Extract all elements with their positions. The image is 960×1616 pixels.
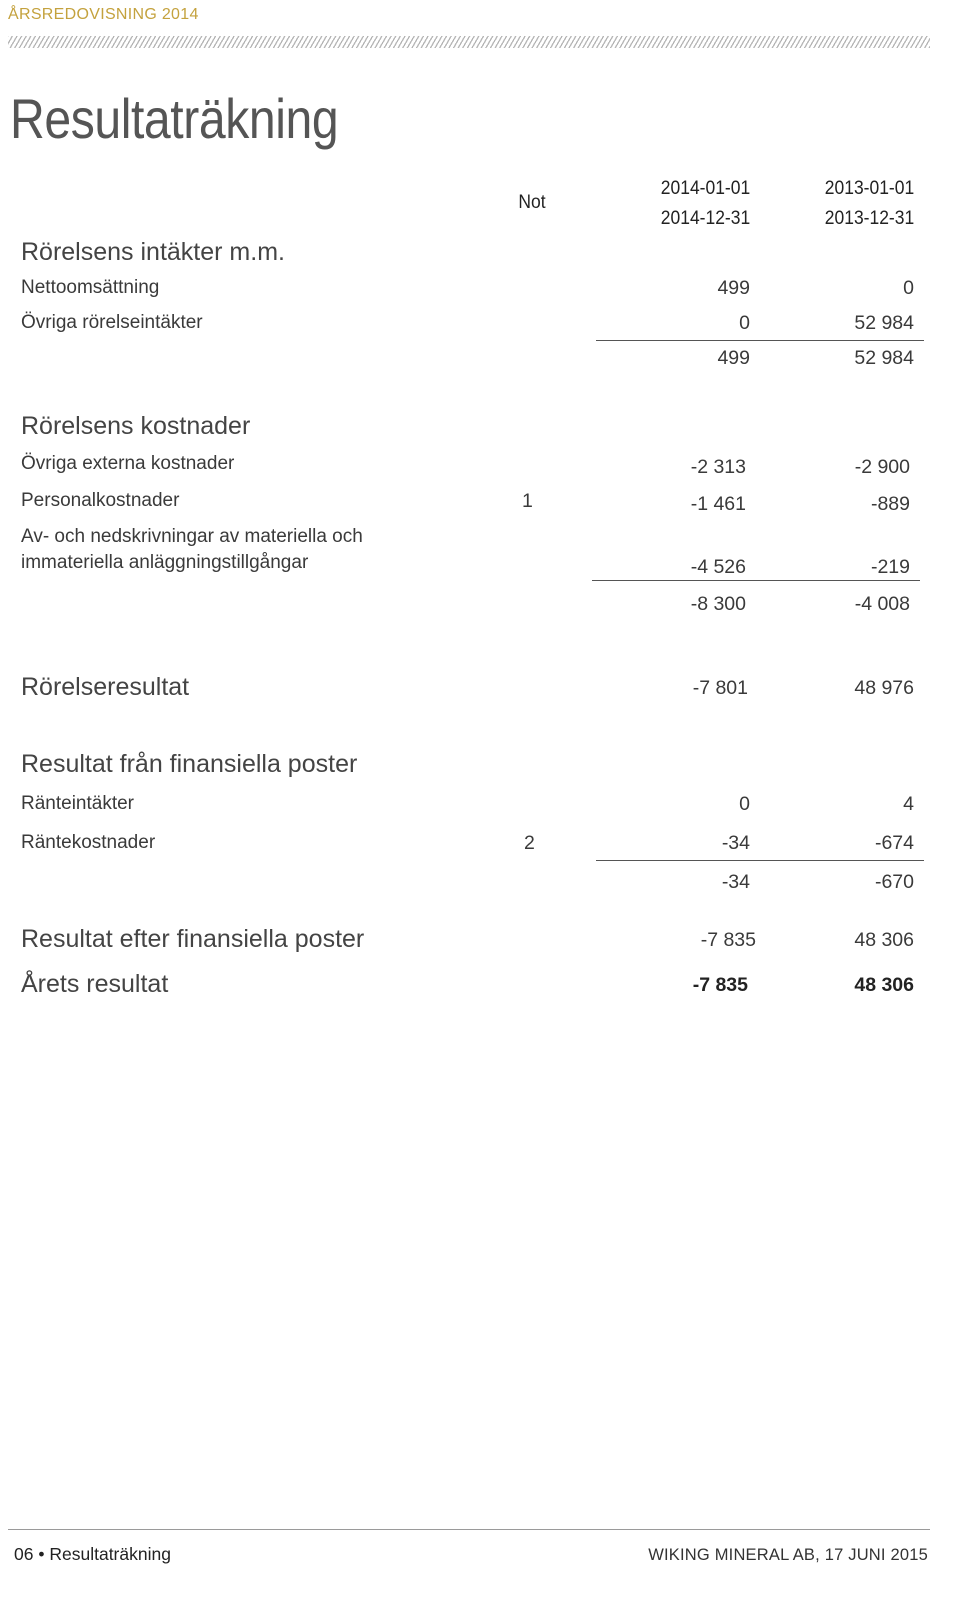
subtotal-rule: [596, 340, 924, 341]
income-total-current: 499: [717, 347, 750, 369]
section-heading-income: Rörelsens intäkter m.m.: [21, 238, 285, 266]
hatched-divider: [8, 36, 930, 48]
footer-page-info: [14, 1544, 171, 1565]
page-number: 06: [14, 1544, 34, 1564]
personnel-costs-current: -1 461: [690, 493, 746, 515]
costs-total-prior: -4 008: [854, 593, 910, 615]
subtotal-rule: [592, 580, 920, 581]
personnel-costs-prior: -889: [870, 493, 910, 515]
income-total-prior: 52 984: [854, 347, 914, 369]
footer-rule: [8, 1529, 930, 1530]
operating-result-prior: 48 976: [854, 677, 914, 699]
depreciation-prior: -219: [870, 556, 910, 578]
after-financial-prior: 48 306: [854, 929, 914, 951]
current-period-to: 2014-12-31: [660, 208, 750, 229]
financial-total-current: -34: [721, 871, 750, 893]
row-label-interest-expense: Räntekostnader: [21, 832, 156, 853]
external-costs-current: -2 313: [690, 456, 746, 478]
year-result-label: Årets resultat: [21, 970, 169, 998]
note-column-header: Not: [518, 192, 546, 213]
net-sales-prior: 0: [903, 277, 914, 299]
section-heading-costs: Rörelsens kostnader: [21, 412, 251, 440]
costs-total-current: -8 300: [690, 593, 746, 615]
subtotal-rule: [596, 860, 924, 861]
prior-period-to: 2013-12-31: [824, 208, 914, 229]
after-financial-label: Resultat efter finansiella poster: [21, 925, 365, 953]
footer-company-date: WIKING MINERAL AB, 17 JUNI 2015: [648, 1546, 928, 1564]
note-reference: 2: [524, 832, 535, 854]
operating-result-current: -7 801: [692, 677, 748, 699]
year-result-current: -7 835: [692, 974, 748, 996]
prior-period-from: 2013-01-01: [824, 178, 914, 199]
depreciation-current: -4 526: [690, 556, 746, 578]
other-income-current: 0: [739, 312, 750, 334]
report-kicker: ÅRSREDOVISNING 2014: [8, 6, 199, 23]
financial-total-prior: -670: [874, 871, 914, 893]
row-label-interest-income: Ränteintäkter: [21, 793, 135, 814]
page-title: Resultaträkning: [10, 87, 339, 150]
net-sales-current: 499: [717, 277, 750, 299]
bullet-separator: •: [38, 1544, 45, 1564]
row-label-personnel-costs: Personalkostnader: [21, 490, 180, 511]
footer-section-name: Resultaträkning: [49, 1544, 171, 1564]
row-label-external-costs: Övriga externa kostnader: [21, 453, 235, 474]
interest-expense-current: -34: [721, 832, 750, 854]
row-label-depreciation-line2: immateriella anläggningstillgångar: [21, 552, 309, 573]
other-income-prior: 52 984: [854, 312, 914, 334]
current-period-from: 2014-01-01: [660, 178, 750, 199]
after-financial-current: -7 835: [700, 929, 756, 951]
section-heading-financial: Resultat från finansiella poster: [21, 750, 358, 778]
row-label-other-income: Övriga rörelseintäkter: [21, 312, 203, 333]
interest-income-prior: 4: [903, 793, 914, 815]
note-reference: 1: [522, 490, 533, 512]
year-result-prior: 48 306: [854, 974, 914, 996]
interest-income-current: 0: [739, 793, 750, 815]
interest-expense-prior: -674: [874, 832, 914, 854]
operating-result-label: Rörelseresultat: [21, 673, 190, 701]
row-label-depreciation-line1: Av- och nedskrivningar av materiella och: [21, 526, 363, 547]
row-label-net-sales: Nettoomsättning: [21, 277, 160, 298]
external-costs-prior: -2 900: [854, 456, 910, 478]
